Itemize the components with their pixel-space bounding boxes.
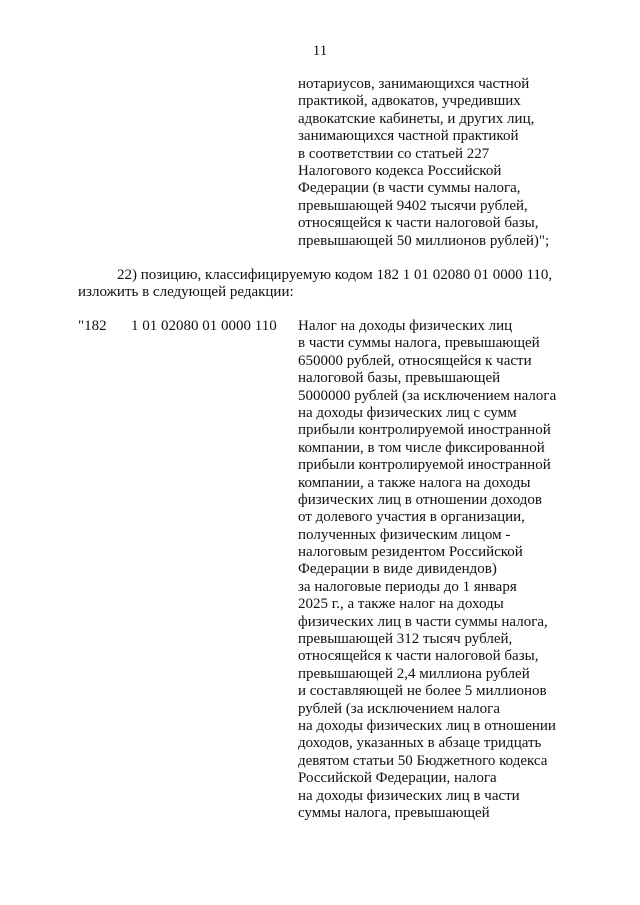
instruction-line: 22) позицию, классифицируемую кодом 182 1 01 02080 01 0000 110, — [117, 267, 553, 283]
text-line: на доходы физических лиц с сумм — [298, 404, 517, 421]
text-line: превышающей 2,4 миллиона рублей — [298, 665, 530, 682]
text-line: налоговым резидентом Российской — [298, 544, 523, 561]
text-line: в соответствии со статьей 227 — [298, 145, 490, 162]
row-description — [298, 318, 556, 822]
code-part-1: "182 — [78, 318, 107, 334]
text-line: превышающей 312 тысяч рублей, — [298, 631, 513, 648]
text-line: практикой, адвокатов, учредивших — [298, 93, 521, 110]
previous-row-description — [298, 76, 549, 250]
code-part-2: 1 01 02080 01 0000 110 — [131, 318, 277, 334]
text-line: Федерации в виде дивидендов) — [298, 561, 497, 578]
text-line: 2025 г., а также налог на доходы — [298, 596, 504, 613]
text-line: налоговой базы, превышающей — [298, 370, 501, 387]
text-line: превышающей 50 миллионов рублей)"; — [298, 232, 550, 249]
text-line: от долевого участия в организации, — [298, 509, 525, 526]
text-line: Налогового кодекса Российской — [298, 162, 502, 179]
text-line: Российской Федерации, налога — [298, 770, 497, 787]
text-line: и составляющей не более 5 миллионов — [298, 683, 547, 700]
text-line: адвокатские кабинеты, и других лиц, — [298, 110, 535, 127]
text-line: 650000 рублей, относящейся к части — [298, 352, 532, 369]
text-line: на доходы физических лиц в части — [298, 787, 520, 804]
text-line: прибыли контролируемой иностранной — [298, 422, 551, 439]
text-line: физических лиц в отношении доходов — [298, 491, 543, 508]
text-line: в части суммы налога, превышающей — [298, 335, 540, 352]
text-line: физических лиц в части суммы налога, — [298, 613, 548, 630]
text-line: Федерации (в части суммы налога, — [298, 180, 521, 197]
text-line: рублей (за исключением налога — [298, 700, 500, 717]
text-line: суммы налога, превышающей — [298, 804, 490, 821]
page-number: 11 — [312, 43, 328, 59]
text-line: компании, в том числе фиксированной — [298, 439, 545, 456]
text-line: превышающей 9402 тысячи рублей, — [298, 197, 528, 214]
text-line: нотариусов, занимающихся частной — [298, 76, 530, 92]
text-line: Налог на доходы физических лиц — [298, 318, 513, 334]
text-line: занимающихся частной практикой — [298, 128, 519, 145]
instruction-paragraph — [78, 267, 552, 302]
text-line: девятом статьи 50 Бюджетного кодекса — [298, 752, 548, 769]
text-line: компании, а также налога на доходы — [298, 474, 531, 491]
text-line: относящейся к части налоговой базы, — [298, 648, 539, 665]
text-line: полученных физическим лицом - — [298, 526, 511, 543]
instruction-line: изложить в следующей редакции: — [78, 284, 294, 301]
text-line: за налоговые периоды до 1 января — [298, 578, 517, 595]
text-line: доходов, указанных в абзаце тридцать — [298, 735, 542, 752]
text-line: прибыли контролируемой иностранной — [298, 457, 551, 474]
text-line: 5000000 рублей (за исключением налога — [298, 387, 557, 404]
text-line: на доходы физических лиц в отношении — [298, 717, 556, 734]
text-line: относящейся к части налоговой базы, — [298, 215, 539, 232]
